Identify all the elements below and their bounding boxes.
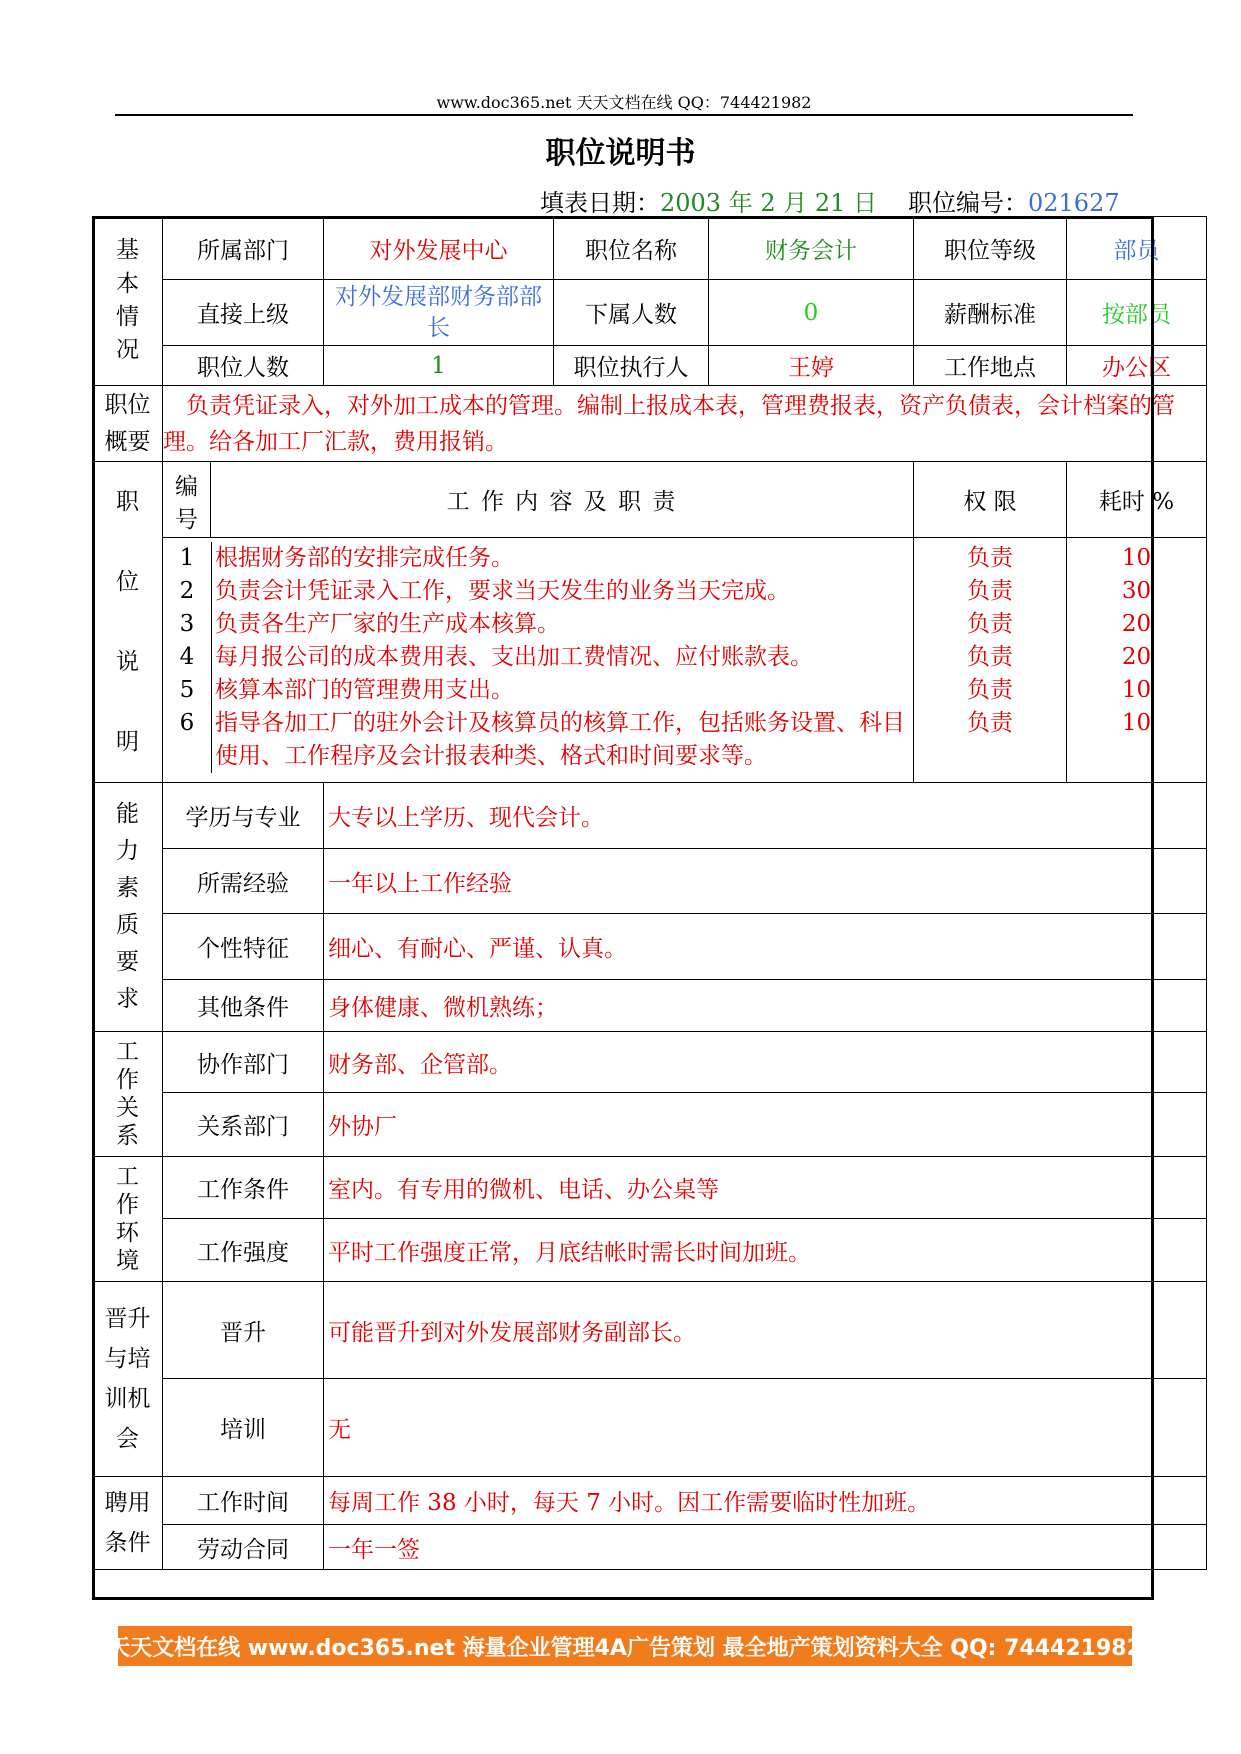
relations-value: 外协厂 <box>324 1093 1207 1157</box>
career-section-label: 晋升与培训机会 <box>93 1282 163 1477</box>
dept-value: 对外发展中心 <box>324 217 554 280</box>
relations-section-label: 工作关系 <box>93 1032 163 1157</box>
fill-date-label: 填表日期： <box>540 189 660 217</box>
duty-time-percent: 20 <box>1121 610 1152 637</box>
employment-label: 劳动合同 <box>163 1525 324 1570</box>
grade-value: 部员 <box>1067 217 1207 280</box>
executor-value: 王婷 <box>709 346 914 386</box>
ability-value: 大专以上学历、现代会计。 <box>324 783 1207 849</box>
duty-number: 6 <box>179 709 195 736</box>
basic-row-3 <box>93 346 1207 386</box>
career-value: 无 <box>324 1379 1207 1477</box>
summary-text: 负责凭证录入，对外加工成本的管理。编制上报成本表，管理费报表，资产负债表，会计档案的管理。给各加工厂汇款，费用报销。 <box>163 386 1207 462</box>
post-name-value: 财务会计 <box>709 217 914 280</box>
ability-value: 一年以上工作经验 <box>324 849 1207 914</box>
duty-text: 指导各加工厂的驻外会计及核算员的核算工作，包括账务设置、科目使用、工作程序及会计报表种类、格式和时间要求等。 <box>211 707 913 773</box>
duty-time-percent: 30 <box>1121 577 1152 604</box>
position-number-label: 职位编号： <box>908 189 1028 217</box>
ability-label: 个性特征 <box>163 914 324 980</box>
salary-label: 薪酬标准 <box>914 280 1067 346</box>
basic-row-2 <box>93 280 1207 346</box>
superior-label: 直接上级 <box>163 280 324 346</box>
duty-item <box>163 608 913 641</box>
relations-label: 协作部门 <box>163 1032 324 1093</box>
employment-section-label: 聘用条件 <box>93 1477 163 1570</box>
duty-number: 1 <box>179 544 195 571</box>
employment-label: 工作时间 <box>163 1477 324 1525</box>
ability-row <box>93 914 1207 980</box>
relations-row <box>93 1032 1207 1093</box>
duty-number: 3 <box>179 610 195 637</box>
summary-row <box>93 386 1207 462</box>
duty-authority: 负责 <box>967 676 1013 703</box>
employment-row <box>93 1477 1207 1525</box>
job-description-table <box>92 216 1207 1570</box>
duty-text: 负责各生产厂家的生产成本核算。 <box>211 608 913 641</box>
fill-date <box>540 183 877 218</box>
duty-time-percent: 20 <box>1121 643 1152 670</box>
ability-value: 身体健康、微机熟练； <box>324 980 1207 1032</box>
executor-label: 职位执行人 <box>554 346 709 386</box>
duty-item <box>163 707 913 773</box>
subordinates-label: 下属人数 <box>554 280 709 346</box>
authority-list <box>914 537 1067 782</box>
duty-text: 负责会计凭证录入工作，要求当天发生的业务当天完成。 <box>211 575 913 608</box>
duty-number: 2 <box>179 577 195 604</box>
career-label: 晋升 <box>163 1282 324 1379</box>
fill-date-value: 2003 年 2 月 21 日 <box>660 189 878 217</box>
ability-value: 细心、有耐心、严谨、认真。 <box>324 914 1207 980</box>
footer-banner[interactable]: 天天文档在线 www.doc365.net 海量企业管理4A广告策划 最全地产策划资料大全 QQ: 744421982 <box>118 1626 1132 1666</box>
col-time-header: 耗时 % <box>1067 462 1207 538</box>
duty-list <box>163 537 914 782</box>
duty-number: 5 <box>179 676 195 703</box>
location-label: 工作地点 <box>914 346 1067 386</box>
duty-authority: 负责 <box>967 577 1013 604</box>
environment-value: 平时工作强度正常，月底结帐时需长时间加班。 <box>324 1219 1207 1282</box>
duty-item <box>163 575 913 608</box>
relations-row <box>93 1093 1207 1157</box>
duty-authority: 负责 <box>967 610 1013 637</box>
duty-text: 核算本部门的管理费用支出。 <box>211 674 913 707</box>
duty-authority: 负责 <box>967 643 1013 670</box>
ability-section-label: 能力素质要求 <box>93 783 163 1032</box>
duty-time-percent: 10 <box>1121 709 1152 736</box>
duty-authority: 负责 <box>967 544 1013 571</box>
duties-body-row <box>93 537 1207 782</box>
position-number <box>908 183 1120 218</box>
environment-row <box>93 1219 1207 1282</box>
document-title: 职位说明书 <box>545 136 696 171</box>
ability-row <box>93 849 1207 914</box>
superior-value: 对外发展部财务部部长 <box>324 280 554 346</box>
duty-item <box>163 641 913 674</box>
salary-value: 按部员 <box>1067 280 1207 346</box>
col-number-header: 编号 <box>163 462 211 538</box>
basic-section-label: 基本情况 <box>93 217 163 386</box>
relations-value: 财务部、企管部。 <box>324 1032 1207 1093</box>
environment-section-label: 工作环境 <box>93 1157 163 1282</box>
relations-label: 关系部门 <box>163 1093 324 1157</box>
ability-row <box>93 980 1207 1032</box>
employment-value: 一年一签 <box>324 1525 1207 1570</box>
header-watermark: www.doc365.net 天天文档在线 QQ：744421982 <box>436 93 812 112</box>
duty-text: 每月报公司的成本费用表、支出加工费情况、应付账款表。 <box>211 641 913 674</box>
employment-row <box>93 1525 1207 1570</box>
dept-label: 所属部门 <box>163 217 324 280</box>
col-content-header: 工 作 内 容 及 职 责 <box>211 462 914 538</box>
duty-number: 4 <box>179 643 195 670</box>
grade-label: 职位等级 <box>914 217 1067 280</box>
col-authority-header: 权 限 <box>914 462 1067 538</box>
headcount-label: 职位人数 <box>163 346 324 386</box>
ability-label: 学历与专业 <box>163 783 324 849</box>
duty-time-percent: 10 <box>1121 544 1152 571</box>
environment-label: 工作条件 <box>163 1157 324 1219</box>
duty-time-percent: 10 <box>1121 676 1152 703</box>
environment-value: 室内。有专用的微机、电话、办公桌等 <box>324 1157 1207 1219</box>
duty-text: 根据财务部的安排完成任务。 <box>211 542 913 575</box>
duties-header-row <box>93 462 1207 538</box>
duty-item <box>163 542 913 575</box>
ability-label: 所需经验 <box>163 849 324 914</box>
position-number-value: 021627 <box>1028 189 1120 217</box>
summary-label: 职位概要 <box>93 386 163 462</box>
duties-section-label: 职位说明 <box>93 462 163 783</box>
employment-value: 每周工作 38 小时，每天 7 小时。因工作需要临时性加班。 <box>324 1477 1207 1525</box>
career-row <box>93 1379 1207 1477</box>
duty-authority: 负责 <box>967 709 1013 736</box>
ability-label: 其他条件 <box>163 980 324 1032</box>
location-value: 办公区 <box>1067 346 1207 386</box>
environment-row <box>93 1157 1207 1219</box>
subordinates-value: 0 <box>709 280 914 346</box>
post-name-label: 职位名称 <box>554 217 709 280</box>
header-rule <box>115 114 1133 116</box>
career-label: 培训 <box>163 1379 324 1477</box>
career-row <box>93 1282 1207 1379</box>
basic-row-1 <box>93 217 1207 280</box>
headcount-value: 1 <box>324 346 554 386</box>
time-list <box>1067 537 1207 782</box>
duty-item <box>163 674 913 707</box>
career-value: 可能晋升到对外发展部财务副部长。 <box>324 1282 1207 1379</box>
ability-row <box>93 783 1207 849</box>
environment-label: 工作强度 <box>163 1219 324 1282</box>
